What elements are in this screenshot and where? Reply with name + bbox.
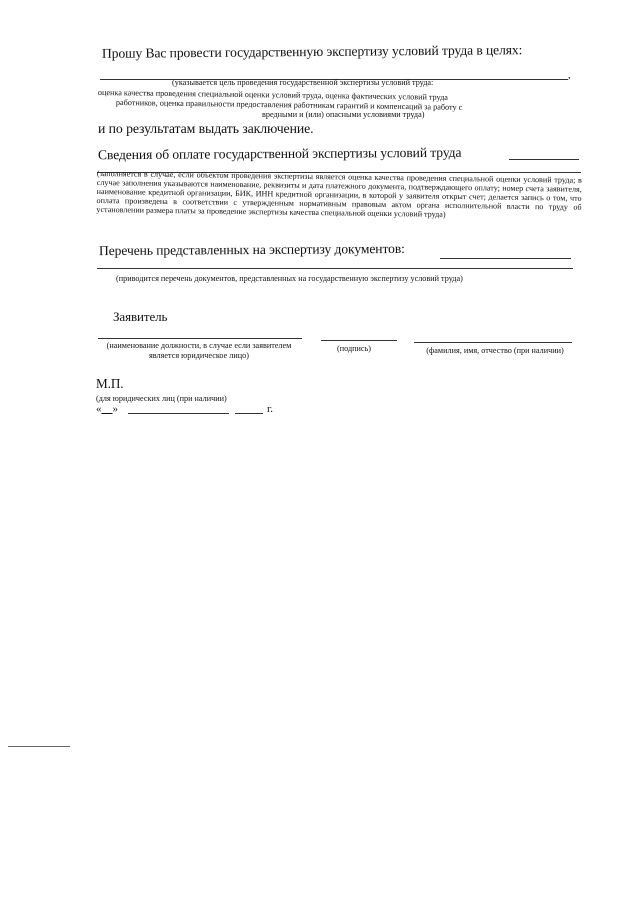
applicant-heading: Заявитель	[113, 309, 168, 324]
date-day-blank: __	[101, 403, 113, 415]
payment-heading: Сведения об оплате государственной экспертизы условий труда	[97, 144, 462, 163]
date-row	[96, 403, 118, 415]
signature-line	[321, 340, 397, 341]
year-suffix: г.	[267, 403, 274, 415]
purpose-hint-3: работников, оценка правильности предоставления работникам гарантий и компенсаций за работу с	[115, 98, 463, 112]
purpose-hint-1: (указывается цель проведения государственной экспертизы условий труда:	[172, 78, 434, 87]
documents-heading-line	[440, 258, 571, 259]
request-heading: Прошу Вас провести государственную экспертизу условий труда в целях:	[101, 42, 523, 61]
purpose-hint-2: оценка качества проведения специальной оценки условий труда, оценка фактических условий труда	[97, 88, 449, 102]
footnote-separator	[8, 746, 70, 747]
documents-line	[97, 268, 573, 269]
date-year-line	[235, 413, 263, 414]
stamp-hint: (для юридических лиц (при наличии)	[96, 394, 227, 403]
documents-hint: (приводится перечень документов, представленных на государственную экспертизу условий труда)	[116, 274, 463, 283]
date-close-quote: »	[112, 403, 118, 415]
name-hint: (фамилия, имя, отчество (при наличии)	[426, 346, 564, 355]
purpose-hint-4: вредными и (или) опасными условиями труда)	[262, 110, 425, 119]
documents-heading: Перечень представленных на экспертизу документов:	[98, 240, 405, 259]
payment-hint: (заполняется в случае, если объектом проведения экспертизы является оценка качества проведения специальной оценки условий труда; в случае заполнения указываются наименование, реквизиты и дата платежного документа, подтверждающего оплату; номер счета заявителя, наименование кредитной организации, БИК, ИНН кредитной организации, в которой у заявителя открыт счет; делается запись о том, что оплата произведена в соответствии с утвержденным нормативным правовым актом органа исполнительной власти по труду об установлении размера платы за проведение экспертизы качества специальной оценки условий труда)	[96, 169, 582, 219]
stamp-label: М.П.	[96, 376, 124, 391]
signature-hint: (подпись)	[337, 344, 371, 353]
name-line	[414, 342, 572, 343]
position-line	[98, 338, 302, 339]
position-hint: (наименование должности, в случае если заявителем является юридическое лицо)	[106, 341, 292, 360]
date-month-line	[128, 413, 229, 414]
conclusion-text: и по результатам выдать заключение.	[98, 121, 314, 136]
purpose-line-comma: ,	[568, 69, 571, 81]
payment-heading-line	[509, 159, 579, 160]
date-open-quote: «	[96, 403, 102, 415]
